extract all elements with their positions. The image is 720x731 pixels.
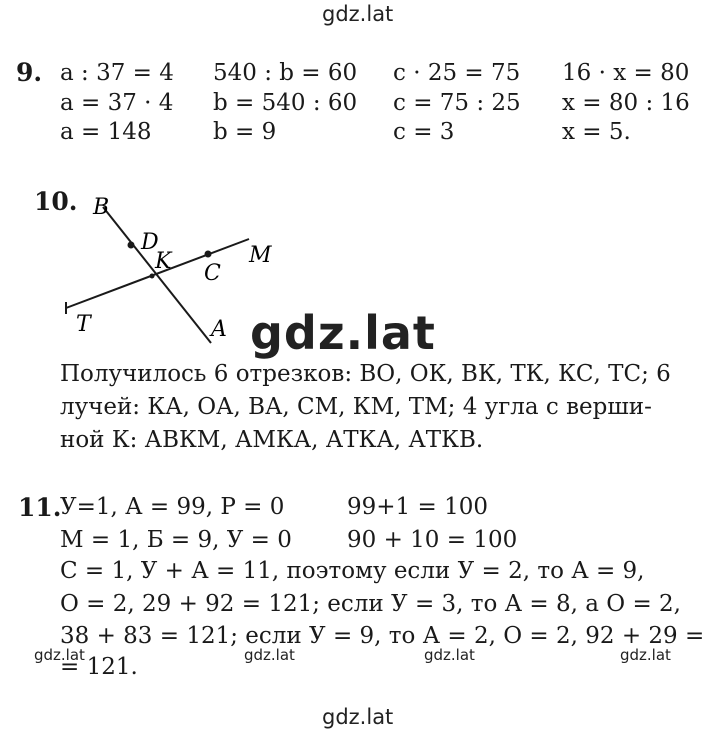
equation: a : 37 = 4	[60, 60, 174, 86]
equation: a = 148	[60, 119, 152, 145]
point-label-C: C	[204, 261, 221, 286]
watermark-center: gdz.lat	[250, 306, 436, 360]
point-label-A: A	[211, 317, 227, 342]
equation: 540 : b = 60	[213, 60, 358, 86]
task-11-text-line: О = 2, 29 + 92 = 121; если У = 3, то А = 8, а О = 2,	[60, 591, 681, 617]
equation: 16 · x = 80	[562, 60, 690, 86]
point-C-dot	[205, 251, 212, 258]
watermark-bottom: gdz.lat	[322, 705, 394, 729]
point-label-T: T	[76, 312, 91, 337]
task-11-row: М = 1, Б = 9, У = 0	[60, 527, 292, 553]
point-label-B: B	[93, 195, 110, 220]
equation: x = 5.	[562, 119, 631, 145]
point-label-M: M	[249, 243, 272, 268]
equation: c = 75 : 25	[393, 90, 521, 116]
task-11-row: 90 + 10 = 100	[347, 527, 518, 553]
task-10-text-line: ной К: АВКМ, АМКА, АТКА, АТКВ.	[60, 427, 484, 453]
task-11-row: У=1, А = 99, Р = 0	[60, 494, 285, 520]
task-11-row: 99+1 = 100	[347, 494, 488, 520]
task-11-text-line: 38 + 83 = 121; если У = 9, то А = 2, О = 2, 92 + 29 =	[60, 623, 705, 649]
watermark-small: gdz.lat	[244, 646, 295, 664]
task-9-number: 9.	[16, 58, 43, 87]
task-11-text-line: = 121.	[60, 654, 138, 680]
equation: b = 9	[213, 119, 277, 145]
equation: c · 25 = 75	[393, 60, 521, 86]
point-label-K: K	[155, 249, 172, 274]
task-11-text-line: С = 1, У + А = 11, поэтому если У = 2, то А = 9,	[60, 558, 645, 584]
point-K-dot	[150, 274, 155, 279]
line-BA	[103, 207, 211, 343]
equation: x = 80 : 16	[562, 90, 690, 116]
watermark-small: gdz.lat	[34, 646, 85, 664]
equation: a = 37 · 4	[60, 90, 174, 116]
task-10-number: 10.	[34, 187, 78, 216]
task-11-number: 11.	[18, 493, 62, 522]
equation: c = 3	[393, 119, 455, 145]
task-10-text-line: лучей: КА, ОА, ВА, СМ, КМ, ТМ; 4 угла с верши-	[60, 394, 652, 420]
task-10-text-line: Получилось 6 отрезков: ВО, ОК, ВК, ТК, КС, ТС; 6	[60, 361, 671, 387]
watermark-small: gdz.lat	[424, 646, 475, 664]
equation: b = 540 : 60	[213, 90, 358, 116]
point-label-D: D	[141, 230, 159, 255]
point-D-dot	[128, 242, 135, 249]
watermark-top: gdz.lat	[322, 2, 394, 26]
watermark-small: gdz.lat	[620, 646, 671, 664]
